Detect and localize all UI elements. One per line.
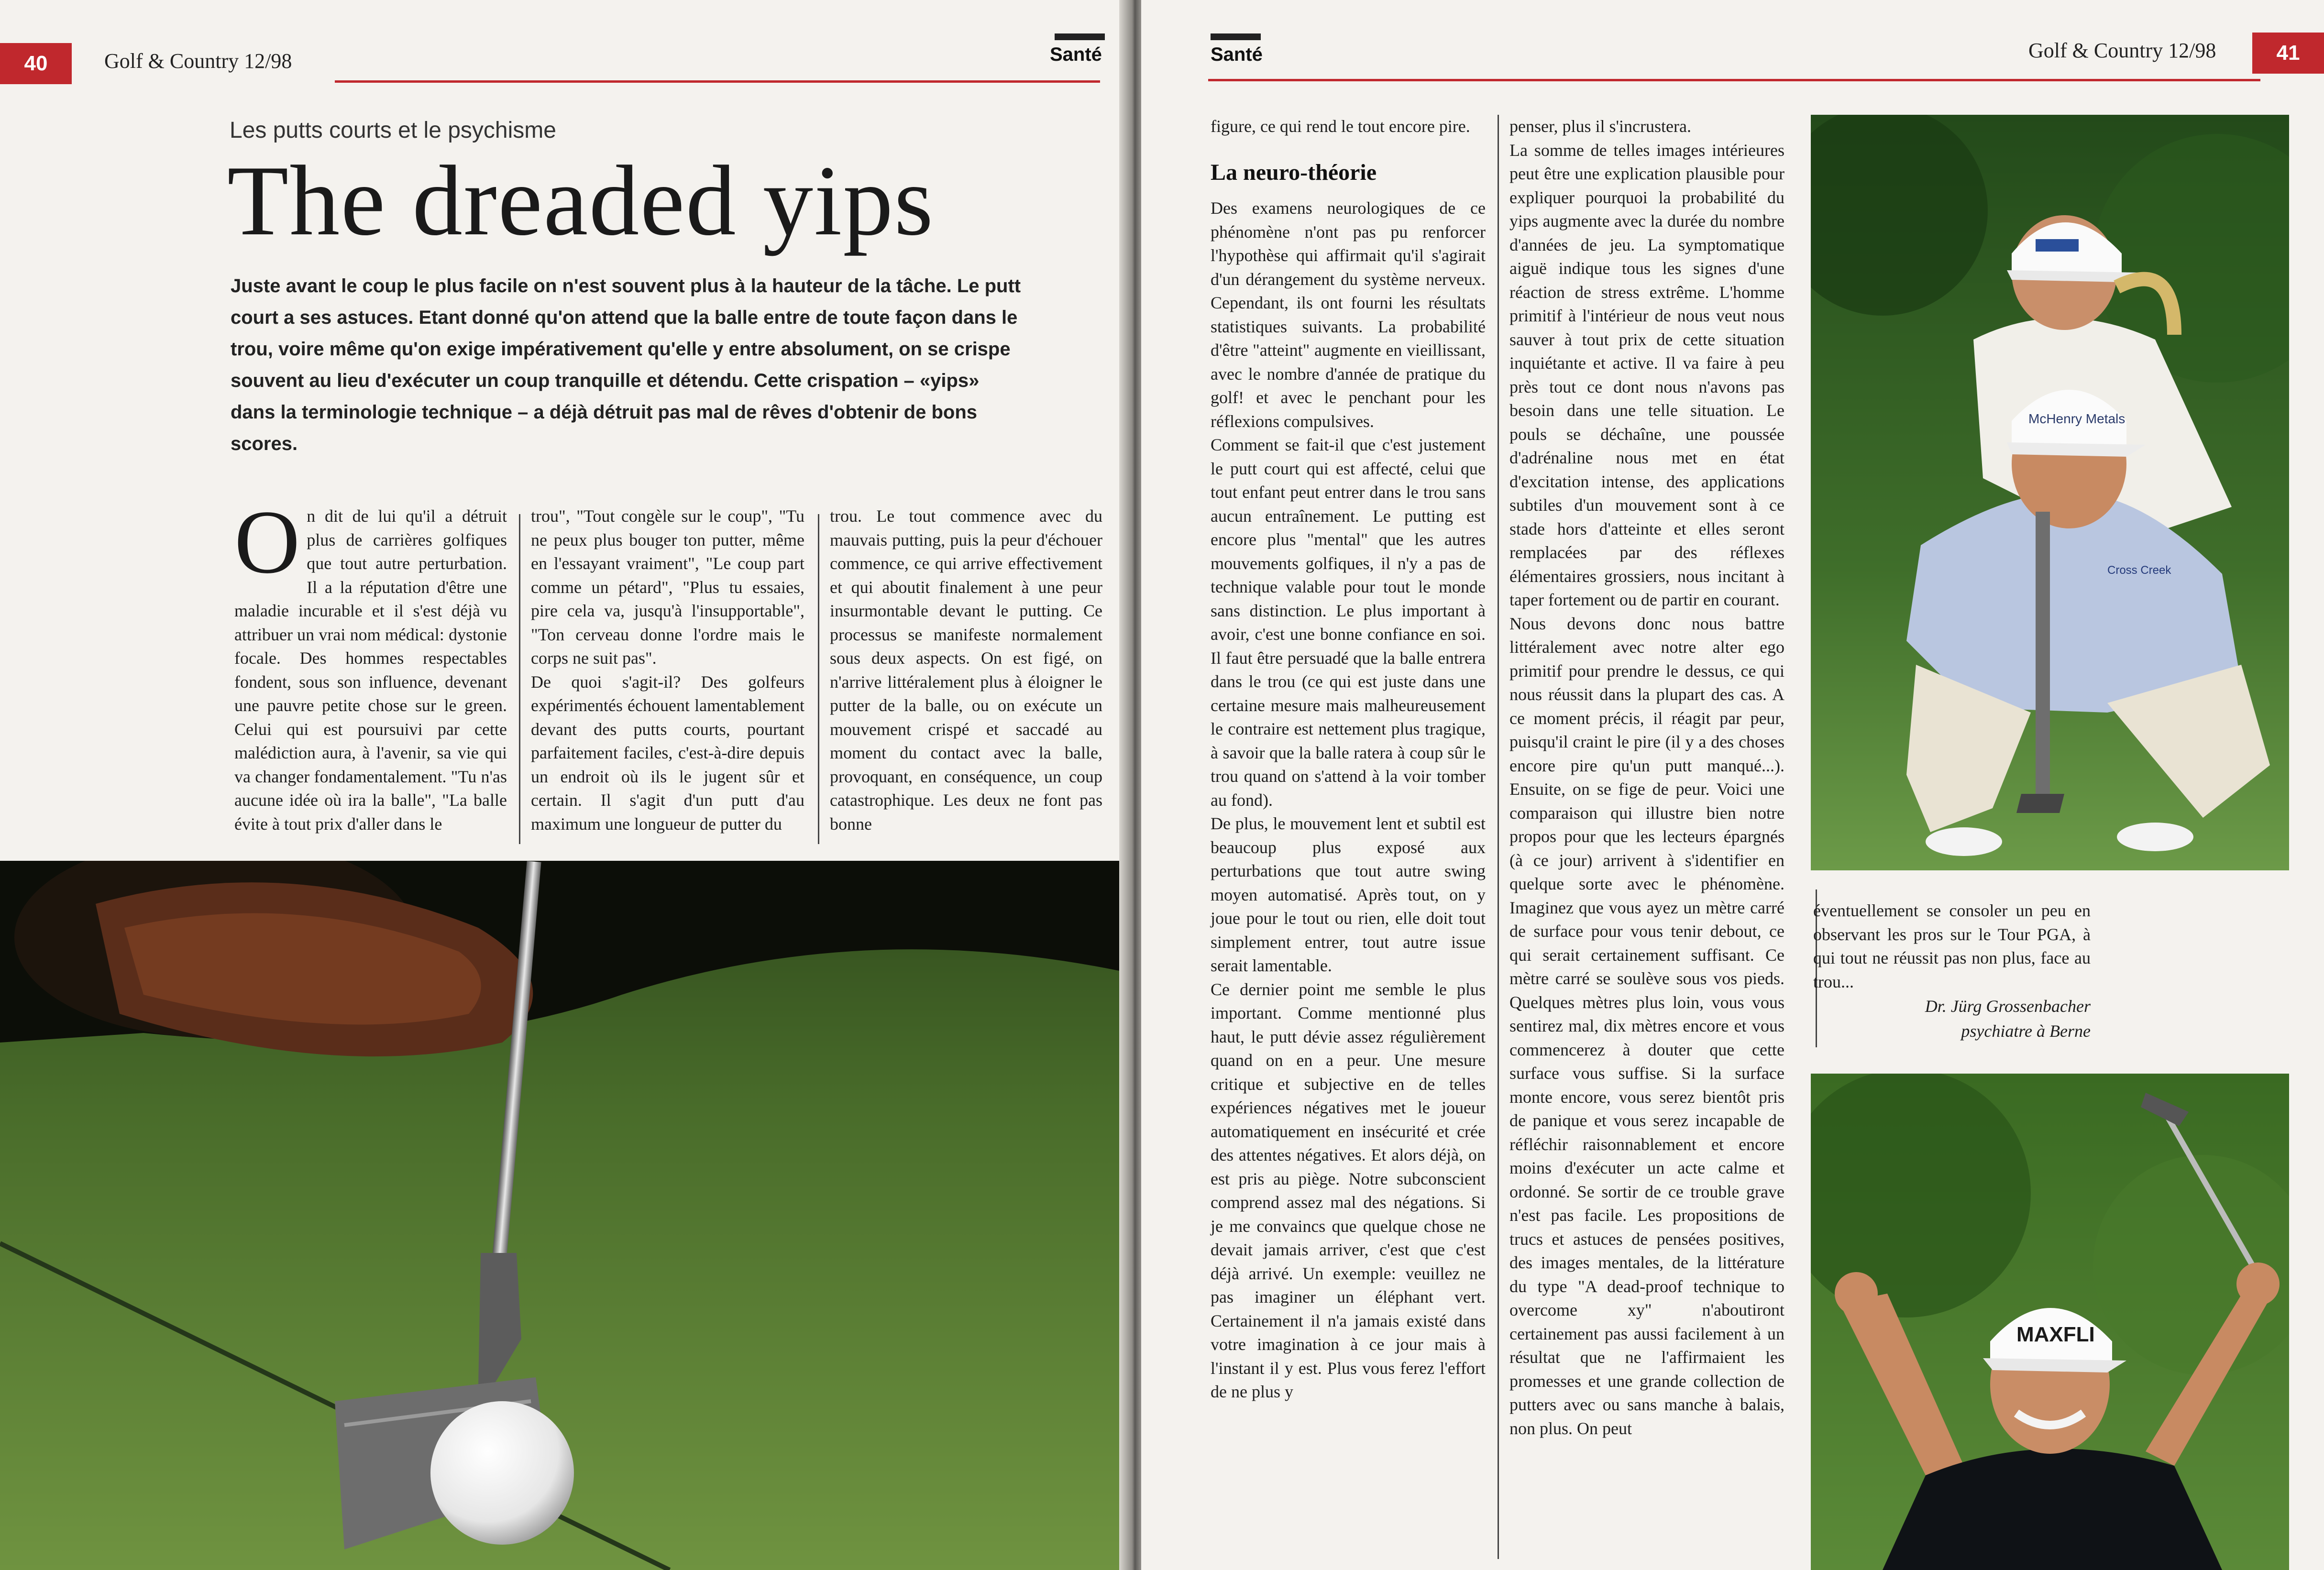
celebrating-golfer-photo — [1811, 1074, 2289, 1570]
closing-column — [1813, 899, 2091, 1043]
left-page — [0, 0, 1129, 1570]
left-column-1 — [234, 492, 507, 836]
author-name: Dr. Jürg Grossenbacher — [1925, 997, 2091, 1016]
right-col1-p4: Ce dernier point me semble le plus important. Comme mentionné plus haut, le putt dévie assez régulièrement quand on en a peur. Une mesure critique et subjective en de telles expériences négatives met le joueur automatiquement en insécurité et crée des attentes négatives. Et alors déjà, on est pris au piège. Notre subconscient comprend assez mal des négations. Si je me convaincs que quelque chose ne devait jamais arriver, c'est que c'est déjà arrivé. Un exemple: veuillez ne pas imaginer un éléphant vert. Certainement il n'a jamais existé dans votre imagination à ce jour mais à l'instant il y est. Plus vous ferez l'effort de ne plus y — [1211, 979, 1486, 1401]
right-page — [1141, 0, 2324, 1570]
right-col1-p3: De plus, le mouvement lent et subtil est beaucoup plus exposé aux perturbations que tout autre swing moyen automatisé. Après tout, on y joue pour le tout ou rien, elle doit tout simplement entrer, tout autre issue serait lamentable. — [1211, 814, 1486, 975]
right-column-1 — [1211, 115, 1486, 1404]
drop-cap: O — [234, 492, 300, 593]
shirt-logo-text: Cross Creek — [2107, 564, 2171, 577]
section-label-right: Santé — [1211, 44, 1263, 65]
cap-logo-text: McHenry Metals — [2028, 411, 2126, 426]
column-divider — [1498, 115, 1499, 1559]
author-title: psychiatre à Berne — [1961, 1021, 2091, 1041]
right-col2-p1: penser, plus il s'incrustera. — [1509, 117, 1691, 136]
putter-ball-photo — [0, 861, 1119, 1570]
lead-paragraph: Juste avant le coup le plus facile on n'est souvent plus à la hauteur de la tâche. Le putt court a ses astuces. Etant donné qu'on attend que la balle entre de toute façon dans le trou, voire même qu'on exige impérativement qu'elle y entre absolument, on se crispe souvent au lieu d'exécuter un coup tranquille et détendu. Cette crispation – «yips» dans la terminologie technique – a déjà détruit pas mal de rêves d'obtenir de bons scores. — [231, 275, 1021, 454]
magazine-header-left: Golf & Country 12/98 — [104, 49, 292, 73]
kicker: Les putts courts et le psychisme — [230, 118, 556, 143]
right-col1-p2: Comment se fait-il que c'est justement le putt court qui est affecté, celui que tout enfant peut entrer dans le trou sans aucun entraînement. Le putting est encore plus "mental" que les autres mouvements golfiques, il n'y a pas de technique valable pour tout le monde sans distinction. Le plus important à avoir, c'est une bonne confiance en soi. Il faut être persuadé que la balle entrera dans le trou (ce qui est juste dans une certaine mesure mais malheureusement le contraire est nettement plus tragique, à savoir que la balle ratera à coup sûr le trou quand on s'attend à la voir tomber au fond). — [1211, 435, 1486, 810]
article-title: The dreaded yips — [227, 145, 935, 256]
left-col2-p2: De quoi s'agit-il? Des golfeurs expérimentés échouent lamentablement devant des putts courts, pourtant parfaitement faciles, c'est-à-dire depuis un endroit où ils le jugent sûr et certain. Il s'agit d'un putt d'au maximum une longueur de putter du — [531, 672, 804, 834]
right-col1-p0: figure, ce qui rend le tout encore pire. — [1211, 117, 1470, 136]
magazine-header-right: Golf & Country 12/98 — [2028, 39, 2216, 62]
left-column-3 — [830, 505, 1102, 836]
page-number-right: 41 — [2252, 33, 2324, 74]
subheading: La neuro-théorie — [1211, 159, 1377, 185]
golfers-photo — [1811, 115, 2289, 870]
section-label-left: Santé — [1050, 44, 1102, 65]
right-col2-p2: La somme de telles images intérieures peut être une explication plausible pour expliquer pourquoi la probabilité du yips augmente avec la durée du nombre d'années de jeu. La symptomatique aiguë indique tous les signes d'une réaction de stress extrême. L'homme primitif à l'intérieur de nous veut nous sauver à tout prix de cette situation inquiétante et active. Il va faire à peu près tout ce dont nous n'avons pas besoin dans une telle situation. Le pouls se déchaîne, une poussée d'adrénaline nous met en état d'excitation intense, des applications subtiles d'un mouvement sont à ce stade hors d'atteinte et elles seront remplacées par des réflexes élémentaires grossiers, nous incitant à taper fortement ou de partir en courant. — [1509, 140, 1784, 609]
header-rule-left — [335, 80, 1100, 83]
cap-logo-text: MAXFLI — [2016, 1323, 2095, 1346]
closing-text: éventuellement se consoler un peu en observant les pros sur le Tour PGA, à qui tout ne réussit pas non plus, face au trou... — [1813, 901, 2091, 991]
left-col3-text: trou. Le tout commence avec du mauvais putting, puis la peur d'échouer commence, ce qui arrive effectivement et qui aboutit finalement à une peur insurmontable devant le putting. Ce processus se manifeste normalement sous deux aspects. On est figé, on n'arrive littéralement plus à éloigner le putter de la balle, ou on exécute un mouvement crispé et saccadé au moment du contact avec la balle, provoquant, en conséquence, un coup catastrophique. Les deux ne font pas bonne — [830, 506, 1102, 834]
left-col2-p1: trou", "Tout congèle sur le coup", "Tu ne peux plus bouger ton putter, même en l'essayant vraiment", "Le coup part comme un pétard", "Plus tu essaies, pire cela va, jusqu'à l'insupportable", "Ton cerveau donne l'ordre mais le corps ne suit pas". — [531, 506, 804, 668]
right-col1-p1: Des examens neurologiques de ce phénomène n'ont pas pu renforcer l'hypothèse qui affirmait qu'il s'agirait d'un dérangement du système nerveux. Cependant, ils ont fourni les résultats statistiques suivants. La probabilité d'être "atteint" augmente en vieillissant, avec le nombre d'année de pratique du golf! et avec le penchant pour les réflexions compulsives. — [1211, 198, 1486, 431]
right-column-2 — [1509, 115, 1784, 1440]
page-number-left: 40 — [0, 43, 72, 84]
left-col1-text: n dit de lui qu'il a détruit plus de carrières golfiques que tout autre perturbation. Il a la réputation d'être une maladie incurable et il s'est déjà vu attribuer un vrai nom médical: dystonie focale. Des hommes respectables fondent, sous son influence, devenant une pauvre petite chose sur le green. Celui qui est poursuivi par cette malédiction aura, à l'avenir, sa vie qui va changer fondamentalement. "Tu n'as aucune idée où ira la balle", "La balle évite à tout prix d'aller dans le — [234, 506, 507, 834]
left-column-2 — [531, 505, 804, 836]
column-divider — [818, 514, 819, 844]
right-col2-p3: Nous devons donc nous battre littéralement avec notre alter ego primitif pour prendre le dessus, ce qui nous réussit dans la plupart des cas. A ce moment précis, il réagit par peur, puisqu'il craint le pire (il y a des choses encore pire qu'un putt manqué...). Ensuite, on se fige de peur. Voici une comparaison qui illustre bien notre propos pour que les lecteurs épargnés (à ce jour) arrivent à s'identifier en quelque sorte avec le phénomène. Imaginez que vous ayez un mètre carré de surface pour vous tenir debout, ce qui serait certainement suffisant. Ce mètre carré se soulève sous vos pieds. Quelques mètres plus loin, vous vous sentirez mal, dix mètres encore et vous commencerez à douter que cette surface vous suffise. Si la surface monte encore, vous serez bientôt pris de panique et vous serez incapable de réfléchir raisonnablement et encore moins d'exécuter un acte calme et ordonné. Se sortir de ce trouble grave n'est pas facile. Les propositions de trucs et astuces de pensées positives, des images mentales, de la littérature du type "A dead-proof technique to overcome xy" n'aboutiront certainement pas aussi facilement à un résultat que ne l'affirmaient les promesses et une grande collection de putters avec ou sans manche à balais, non plus. On peut — [1509, 614, 1784, 1438]
section-bar-right — [1211, 33, 1261, 40]
column-divider — [519, 514, 520, 844]
section-bar-left — [1055, 33, 1105, 40]
header-rule-right — [1208, 79, 2260, 81]
